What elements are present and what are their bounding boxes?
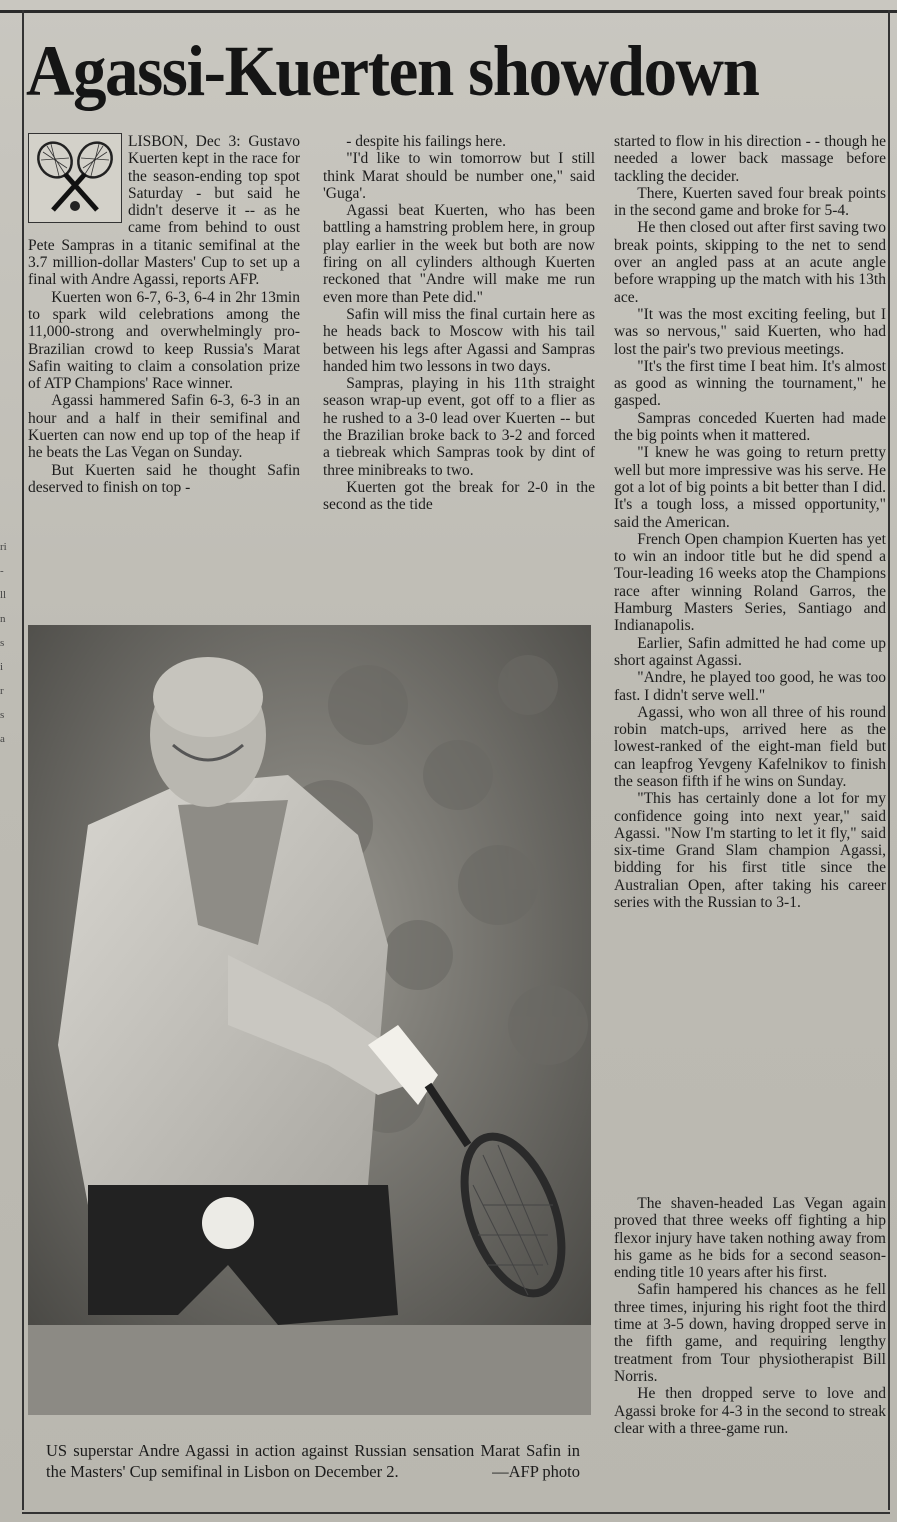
article-dateline-paragraph: LISBON, Dec 3: Gustavo Kuerten kept in the race for the season-ending top spot Saturday - but said he didn't deserve it -- as he came from behind to oust Pete Sampras in a titanic semifinal at the 3.7 million-dollar Masters' Cup to set up a final with Andre Agassi, reports AFP. <box>28 133 300 289</box>
article-column-1 <box>28 133 300 496</box>
article-paragraph: Kuerten got the break for 2-0 in the second as the tide <box>323 478 595 514</box>
article-paragraph: Agassi beat Kuerten, who has been battling a hamstring problem here, in group play earlier in the week but both are now firing on all cylinders although Kuerten reckoned that "Andre will make me run even more than Pete did." <box>323 202 595 306</box>
headline: Agassi-Kuerten showdown <box>26 31 759 111</box>
article-column-2 <box>323 133 595 514</box>
article-paragraph: started to flow in his direction - - though he needed a lower back massage before tackling the decider. <box>614 133 886 185</box>
bottom-rule <box>22 1512 890 1514</box>
top-rule <box>0 10 897 13</box>
article-paragraph: "It was the most exciting feeling, but I was so nervous," said Kuerten, who had lost the pair's two previous meetings. <box>614 305 886 358</box>
article-paragraph: "I'd like to win tomorrow but I still think Marat should be number one," said 'Guga'. <box>323 150 595 202</box>
article-paragraph: He then dropped serve to love and Agassi broke for 4-3 in the second to streak clear with a three-game run. <box>614 1385 886 1437</box>
photo-credit: —AFP photo <box>492 1461 580 1481</box>
article-paragraph: Agassi hammered Safin 6-3, 6-3 in an hour and a half in their semifinal and Kuerten can now end up top of the heap if he beats the Las Vegan on Sunday. <box>28 392 300 462</box>
article-column-3 <box>614 133 886 911</box>
article-paragraph: There, Kuerten saved four break points in the second game and broke for 5-4. <box>614 184 886 220</box>
article-paragraph: - despite his failings here. <box>346 133 506 150</box>
agassi-action-photo <box>28 625 591 1415</box>
article-paragraph: Sampras conceded Kuerten had made the big points when it mattered. <box>614 409 886 445</box>
article-paragraph: Agassi, who won all three of his round robin match-ups, arrived here as the lowest-ranked of the eight-man field but can leapfrog Yevgeny Kafelnikov to finish the season fifth if he wins on Sunday. <box>614 703 886 790</box>
article-paragraph: Kuerten won 6-7, 6-3, 6-4 in 2hr 13min to spark wild celebrations among the 11,000-strong and overwhelmingly pro-Brazilian crowd to keep Russia's Marat Safin waiting to claim a consolation prize of ATP Champions' Race winner. <box>28 288 300 393</box>
article-paragraph: Safin hampered his chances as he fell three times, injuring his right foot the third time at 3-5 down, having dropped serve in the fifth game, and requiring lengthy treatment from Tour physiotherapist Bill Norris. <box>614 1281 886 1385</box>
article-paragraph: Earlier, Safin admitted he had come up short against Agassi. <box>614 634 886 669</box>
right-column-rule <box>888 10 890 1510</box>
article-paragraph: But Kuerten said he thought Safin deserved to finish on top - <box>28 461 300 496</box>
left-column-rule <box>22 10 24 1510</box>
article-paragraph: French Open champion Kuerten has yet to win an indoor title but he did spend a Tour-leading 16 weeks atop the Champions race after winning Roland Garros, the Hamburg Masters Series, Santiago and Indianapolis. <box>614 530 886 635</box>
article-paragraph: "It's the first time I beat him. It's almost as good as winning the tournament," he gasped. <box>614 357 886 410</box>
article-paragraph: "Andre, he played too good, he was too fast. I didn't serve well." <box>614 669 886 704</box>
article-paragraph: He then closed out after first saving two break points, skipping to the net to send over an angled pass at an acute angle before wrapping up the match with his 13th ace. <box>614 219 886 306</box>
adjacent-column-fragment: ri - ll n s i r s a <box>0 541 7 745</box>
article-paragraph: The shaven-headed Las Vegan again proved that three weeks off fighting a hip flexor injury have taken nothing away from his game as he bids for a second season-ending title 10 years after his first. <box>614 1195 886 1282</box>
caption-text: US superstar Andre Agassi in action against Russian sensation Marat Safin in the Masters' Cup semifinal in Lisbon on December 2. <box>46 1441 580 1481</box>
article-paragraph: Sampras, playing in his 11th straight season wrap-up event, got off to a flier as he rushed to a 3-0 lead over Kuerten -- but the Brazilian broke back to 3-2 and forced a tiebreak which Sampras took by dint of three minibreaks to two. <box>323 375 595 479</box>
tennis-rackets-icon <box>28 133 122 223</box>
article-paragraph: "This has certainly done a lot for my confidence going into next year," said Agassi. "Now I'm starting to let it fly," said six-time Grand Slam champion Agassi, bidding for his first title since the Australian Open, after taking his career series with the Russian to 3-1. <box>614 790 886 912</box>
article-paragraph: Safin will miss the final curtain here as he heads back to Moscow with his tail between his legs after Agassi and Sampras handed him two lessons in two days. <box>323 305 595 375</box>
photo-caption <box>46 1441 580 1482</box>
article-paragraph: "I knew he was going to return pretty well but more impressive was his serve. He got a lot of big points a bit better than I did. It's a tough loss, a missed opportunity," said the American. <box>614 444 886 531</box>
article-column-3-continued <box>614 1195 886 1437</box>
